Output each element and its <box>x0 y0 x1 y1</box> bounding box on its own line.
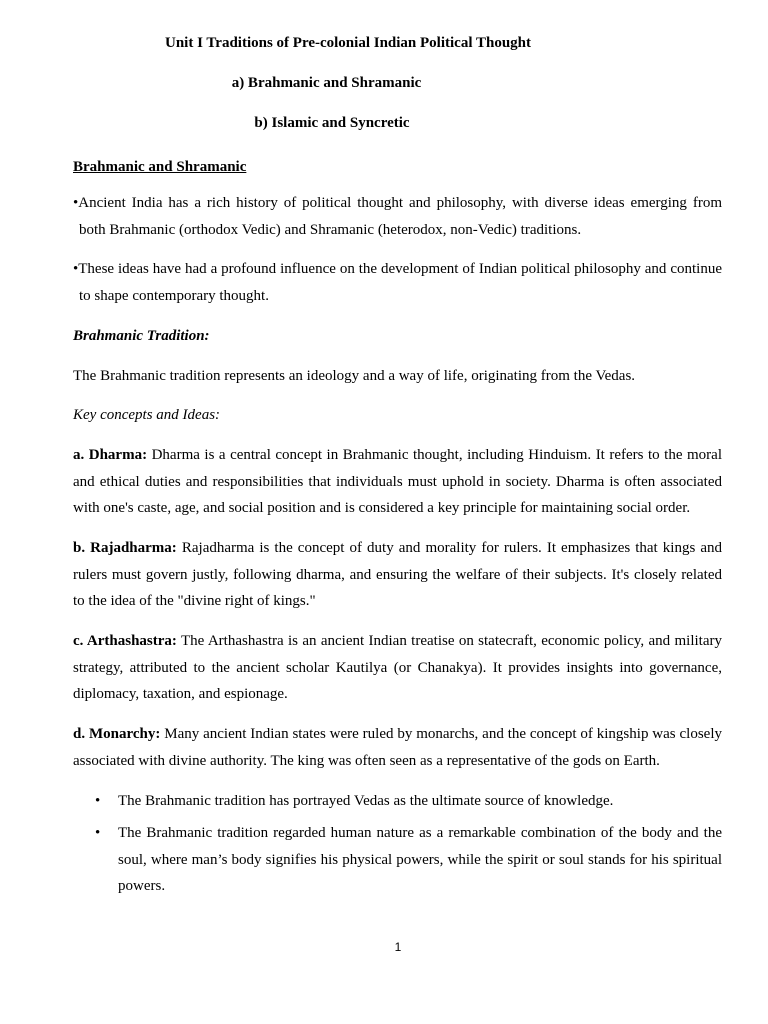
concept-monarchy <box>73 721 722 774</box>
concept-rajadharma-label: b. Rajadharma: <box>73 540 177 556</box>
intro-bullet-2 <box>73 256 722 309</box>
concept-rajadharma <box>73 535 722 615</box>
concept-arthashastra-label: c. Arthashastra: <box>73 633 177 649</box>
intro-bullet-1-line-2: both Brahmanic (orthodox Vedic) and Shramanic (heterodox, non-Vedic) traditions. <box>79 221 582 238</box>
intro-bullet-2-line-1: •These ideas have had a profound influence on the development of Indian political philosophy and continue <box>73 261 722 277</box>
list-item-2-bullet: • <box>95 825 101 841</box>
concept-dharma-label: a. Dharma: <box>73 447 148 463</box>
subtitle-a: a) Brahmanic and Shramanic <box>231 75 422 91</box>
concept-arthashastra-text: The Arthashastra is an ancient Indian treatise on statecraft, economic policy, and military strategy, attributed to the ancient scholar Kautilya (or Chanakya). It provides insights into governance, diplomacy, taxation, and espionage. <box>73 633 722 703</box>
section-heading: Brahmanic and Shramanic <box>73 159 247 175</box>
key-concepts-heading: Key concepts and Ideas: <box>73 407 221 423</box>
intro-bullet-2-line-2: to shape contemporary thought. <box>79 287 269 304</box>
brahmanic-tradition-heading: Brahmanic Tradition: <box>73 328 210 344</box>
page-number: 1 <box>394 940 402 954</box>
brahmanic-intro-paragraph: The Brahmanic tradition represents an ideology and a way of life, originating from the Vedas. <box>73 368 636 384</box>
document-title: Unit I Traditions of Pre-colonial Indian Political Thought <box>164 35 532 51</box>
concept-monarchy-label: d. Monarchy: <box>73 726 161 742</box>
concept-monarchy-text: Many ancient Indian states were ruled by monarchs, and the concept of kingship was closely associated with divine authority. The king was often seen as a representative of the gods on Earth. <box>73 726 722 769</box>
concept-dharma <box>73 442 722 522</box>
intro-bullet-1 <box>73 190 722 243</box>
concept-arthashastra <box>73 628 722 708</box>
intro-bullet-1-line-1: •Ancient India has a rich history of political thought and philosophy, with diverse ideas emerging from <box>73 195 722 211</box>
concept-rajadharma-text: Rajadharma is the concept of duty and morality for rulers. It emphasizes that kings and rulers must govern justly, following dharma, and ensuring the welfare of their subjects. It's closely related to the idea of the "divine right of kings." <box>73 540 722 610</box>
list-item-1-bullet: • <box>95 793 101 809</box>
list-item-2: The Brahmanic tradition regarded human nature as a remarkable combination of the body and the soul, where man’s body signifies his physical powers, while the spirit or soul stands for his spiritual powers. <box>118 825 722 895</box>
list-item-1: The Brahmanic tradition has portrayed Vedas as the ultimate source of knowledge. <box>118 793 614 809</box>
subtitle-b: b) Islamic and Syncretic <box>254 115 410 131</box>
concept-dharma-text: Dharma is a central concept in Brahmanic thought, including Hinduism. It refers to the moral and ethical duties and responsibilities that individuals must uphold in society. Dharma is often associated with one's caste, age, and social position and is considered a key principle for maintaining social order. <box>73 447 722 517</box>
